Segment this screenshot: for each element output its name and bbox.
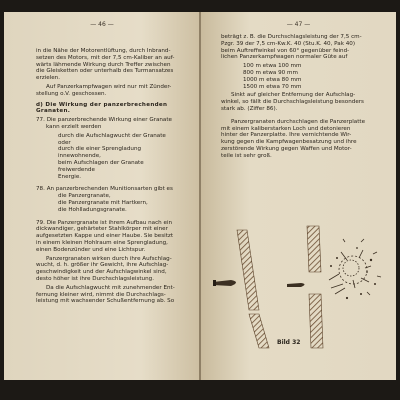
open-book — [4, 12, 396, 380]
text-line: winkel, so fällt die Durchschlagsleistung besonders — [221, 99, 364, 106]
figure-caption: Bild 32 — [277, 339, 301, 346]
item-78 — [36, 186, 176, 213]
text-line: desto höher ist ihre Durchschlagsleistung. — [36, 275, 154, 282]
text-line: dickwandiger, gehärteter Stahlkörper mit einer — [36, 226, 168, 233]
text-line: kung gegen die Kampfwagenbesatzung und ihre — [221, 139, 357, 146]
shell-icon — [287, 283, 305, 287]
fragments — [330, 247, 376, 299]
text-line: die Panzergranate, — [58, 193, 111, 200]
text-line: die Gleisketten oder unterhalb des Turmansatzes — [36, 68, 174, 75]
text-line: die Hohlladungsgranate. — [58, 206, 127, 213]
text-line: teile ist sehr groß. — [221, 152, 272, 159]
left-page-content — [36, 48, 176, 307]
text-line: setzen des Motors, mit der 7,5 cm-Kaliber an auf- — [36, 54, 175, 61]
text-line: in einem kleinen Hohlraum eine Sprengladung, — [36, 239, 168, 246]
right-page — [201, 12, 396, 380]
text-line: Panzergranaten durchschlagen die Panzerplatte — [231, 118, 366, 125]
left-page — [4, 12, 200, 380]
text-line: zerstörende Wirkung gegen Waffen und Motor- — [221, 145, 352, 152]
text-line: durch die einer Sprengladung innewohnende, — [58, 146, 142, 160]
text-line: stellung o.V. geschossen. — [36, 90, 107, 97]
figure-bild-32 — [211, 222, 386, 362]
text-line: mit einem kaliberstarken Loch und detonieren — [221, 125, 351, 132]
text-line: leistung mit wachsender Schußentfernung ab. So — [36, 298, 175, 305]
text-line: geschwindigkeit und der Aufschlagwinkel sind, — [36, 269, 167, 276]
text-line: Energie. — [58, 173, 82, 180]
section-heading: d) Die Wirkung der panzerbrechenden Granaten. — [36, 101, 168, 115]
shell-penetration-illustration — [211, 222, 386, 352]
text-line: stark ab. (Ziffer 86). — [221, 105, 278, 112]
text-line: hinter der Panzerplatte. Ihre vernichtende Wir- — [221, 132, 352, 139]
text-line: aufgesetzten Kappe und einer Haube. Sie besitzt — [36, 233, 174, 240]
text-line: durch die Aufschlagwucht der Granate oder — [58, 132, 166, 146]
text-line: Pzgr. 39 der 7,5 cm-Kw.K. 40 (Stu.K. 40, Pak 40) — [221, 40, 356, 47]
text-line: wärts lähmende Wirkung durch Treffer zwischen — [36, 61, 171, 68]
penetration-row: 800 m etwa 90 mm — [243, 69, 298, 76]
item-79 — [36, 220, 176, 306]
text-line: Sinkt auf gleicher Entfernung der Aufschlag- — [231, 92, 356, 99]
item-number: 79. — [36, 219, 45, 226]
right-page-content — [221, 34, 377, 162]
text-line: Die Panzergranate ist ihrem Aufbau nach ein — [46, 219, 173, 226]
text-line: beim Aufschlagen der Granate freiwerdende — [58, 159, 144, 173]
penetration-row: 100 m etwa 100 mm — [243, 63, 302, 70]
right-page-number: — 47 — — [286, 21, 311, 28]
text-line: An panzerbrechenden Munitionsarten gibt es — [46, 186, 173, 193]
text-line: Die panzerbrechende Wirkung einer Granate — [46, 117, 172, 124]
item-77 — [36, 117, 176, 180]
explosion-icon — [329, 239, 381, 295]
text-line: beim Auftreffwinkel von 60° gegenüber feind- — [221, 47, 350, 54]
penetration-row: 1500 m etwa 70 mm — [243, 83, 302, 90]
text-line: wucht, d. h. größer ihr Gewicht, ihre Aufschlag- — [36, 262, 169, 269]
text-line: beträgt z. B. die Durchschlagsleistung der 7,5 cm- — [221, 34, 362, 40]
text-line: erzielen. — [36, 75, 60, 82]
text-line: Da die Aufschlagwucht mit zunehmender Ent- — [46, 284, 175, 291]
left-page-number: — 46 — — [90, 21, 114, 28]
text-line: die Panzergranate mit Hartkern, — [58, 199, 148, 206]
text-line: kann erzielt werden — [46, 123, 102, 130]
text-line: Panzergranaten wirken durch ihre Aufschlag- — [46, 255, 172, 262]
penetration-row: 1000 m etwa 80 mm — [243, 76, 302, 83]
text-line: Auf Panzerkampfwagen wird nur mit Zünder- — [46, 83, 172, 90]
shell-icon — [213, 280, 236, 286]
text-line: lichen Panzerkampfwagen normaler Güte auf — [221, 54, 348, 61]
text-line: einen Bodenzünder und eine Lichtspur. — [36, 246, 146, 253]
item-number: 77. — [36, 117, 45, 124]
armor-plate-left — [237, 230, 269, 348]
item-number: 78. — [36, 186, 45, 193]
armor-plate-right — [307, 226, 323, 348]
penetration-table — [243, 63, 377, 90]
text-line: in die Nähe der Motorentlüftung, durch Inbrand- — [36, 48, 171, 54]
text-line: fernung kleiner wird, nimmt die Durchschlags- — [36, 291, 166, 298]
